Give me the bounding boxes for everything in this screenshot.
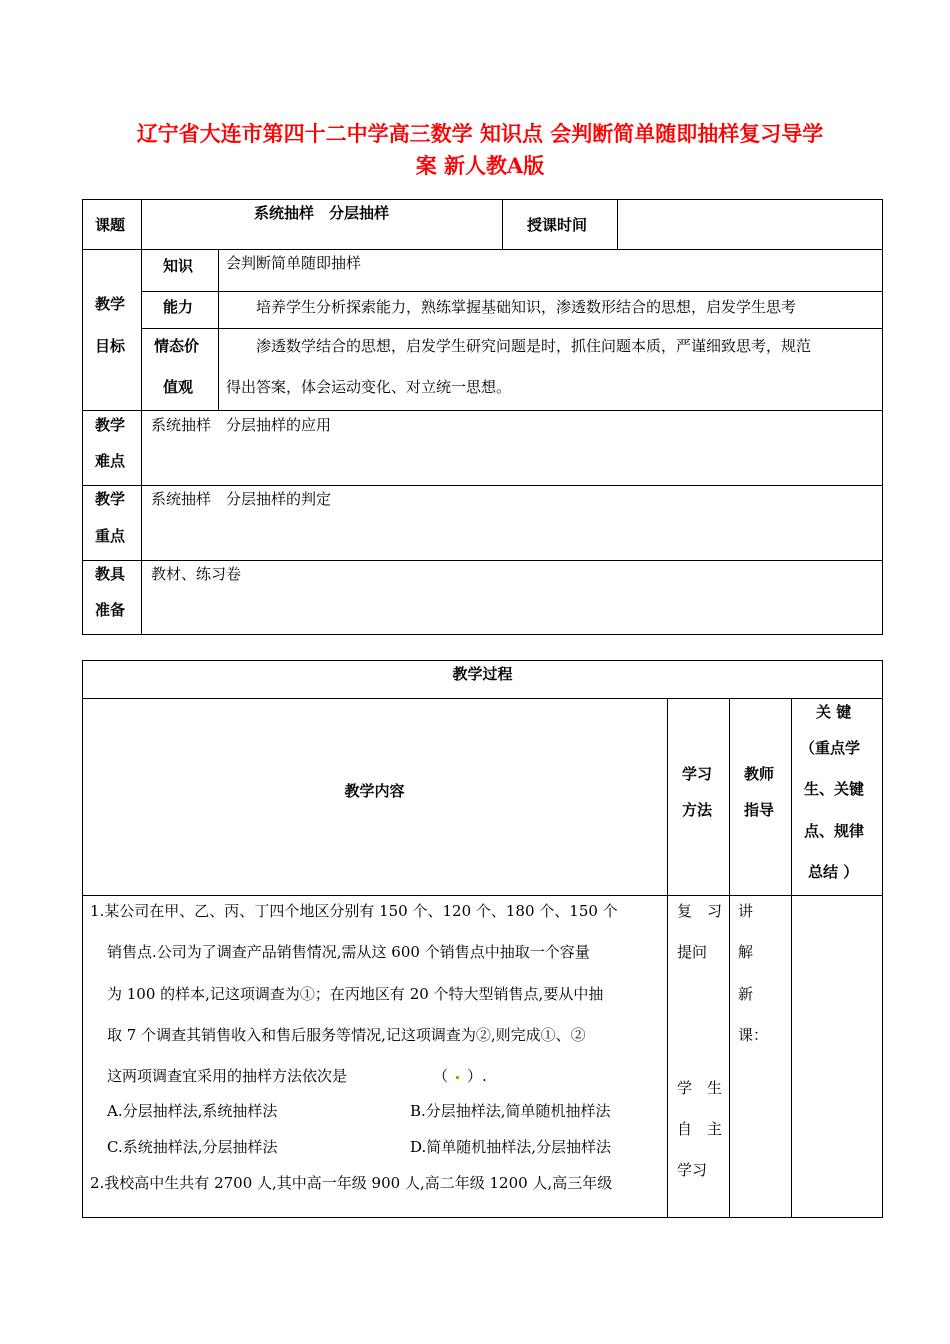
guide-header-2: 指导	[744, 801, 775, 819]
answer-close-paren: ）.	[467, 1067, 487, 1085]
title-line-1: 辽宁省大连市第四十二中学高三数学 知识点 会判断简单随即抽样复习导学	[136, 121, 824, 146]
keypoint-label-1: 教学	[95, 490, 126, 508]
ability-label: 能力	[163, 298, 194, 316]
question-1-line-5	[107, 1067, 487, 1085]
question-1-line-3: 为 100 的样本,记这项调查为①；在丙地区有 20 个特大型销售点,要从中抽	[107, 985, 604, 1003]
question-1-line-4: 取 7 个调查其销售收入和售后服务等情况,记这项调查为②,则完成①、②	[107, 1026, 586, 1044]
key-header-5: 总结 ）	[808, 863, 859, 881]
table1-col-line	[218, 249, 219, 410]
key-header-4: 点、规律	[804, 822, 865, 840]
difficulty-label-1: 教学	[95, 416, 126, 434]
table1-row-line	[82, 249, 883, 250]
keypoint-label-2: 重点	[95, 527, 126, 545]
option-b: B.分层抽样法,简单随机抽样法	[410, 1102, 611, 1120]
tools-value: 教材、练习卷	[151, 565, 242, 583]
method-header-1: 学习	[682, 765, 713, 783]
emotion-value-1: 渗透数学结合的思想，启发学生研究问题是时，抓住问题本质，严谨细致思考，规范	[226, 337, 812, 355]
difficulty-label-2: 难点	[95, 452, 126, 470]
knowledge-label: 知识	[163, 257, 194, 275]
table1-col-line	[617, 199, 618, 249]
method-note-1: 复 习	[677, 902, 723, 920]
table1-row-line	[82, 560, 883, 561]
goals-label-2: 目标	[95, 337, 126, 355]
teaching-process-table	[82, 660, 883, 1218]
method-header-2: 方法	[682, 801, 713, 819]
content-header: 教学内容	[344, 782, 405, 800]
knowledge-value: 会判断简单随即抽样	[226, 254, 362, 272]
answer-open-paren: （	[433, 1067, 449, 1085]
option-d: D.简单随机抽样法,分层抽样法	[410, 1138, 612, 1156]
table2-col-line	[729, 698, 730, 1218]
emotion-value-2: 得出答案，体会运动变化、对立统一思想。	[226, 378, 512, 396]
guide-header-1: 教师	[744, 765, 775, 783]
time-label: 授课时间	[527, 216, 588, 234]
table2-col-line	[791, 698, 792, 1218]
guide-note-3: 新	[738, 985, 754, 1003]
table1-row-line	[141, 328, 883, 329]
table2-row-line	[82, 698, 883, 699]
method-note-2: 提问	[677, 943, 708, 961]
method-note-5: 学习	[677, 1161, 708, 1179]
difficulty-value: 系统抽样 分层抽样的应用	[151, 416, 332, 434]
table1-col-line	[502, 199, 503, 249]
key-header-1: 关 键	[816, 703, 852, 721]
table2-row-line	[82, 895, 883, 896]
title-line-2: 案 新人教A版	[415, 153, 545, 178]
topic-label: 课题	[95, 216, 126, 234]
table2-col-line	[667, 698, 668, 1218]
method-note-4: 自 主	[677, 1120, 723, 1138]
option-a: A.分层抽样法,系统抽样法	[107, 1102, 278, 1120]
key-header-3: 生、关键	[804, 780, 865, 798]
tools-label-2: 准备	[95, 601, 126, 619]
table1-row-line	[141, 291, 883, 292]
table1-row-line	[82, 485, 883, 486]
table1-col-line	[141, 199, 142, 635]
ability-value: 培养学生分析探索能力，熟练掌握基础知识，渗透数形结合的思想，启发学生思考	[226, 298, 797, 316]
answer-blank-marker	[456, 1076, 459, 1079]
guide-note-4: 课：	[738, 1026, 769, 1044]
key-header-2: （重点学	[800, 739, 861, 757]
keypoint-value: 系统抽样 分层抽样的判定	[151, 490, 332, 508]
guide-note-2: 解	[738, 943, 754, 961]
question-1-stem-end: 这两项调查宜采用的抽样方法依次是	[107, 1067, 348, 1085]
question-2-line-1: 2.我校高中生共有 2700 人,其中高一年级 900 人,高二年级 1200 人,高三年级	[90, 1174, 613, 1192]
topic-value: 系统抽样 分层抽样	[253, 204, 389, 222]
process-header: 教学过程	[452, 665, 513, 683]
guide-note-1: 讲	[738, 902, 754, 920]
goals-label-1: 教学	[95, 295, 126, 313]
question-1-line-1: 1.某公司在甲、乙、丙、丁四个地区分别有 150 个、120 个、180 个、150 个	[90, 902, 618, 920]
emotion-label-2: 值观	[163, 378, 194, 396]
method-note-3: 学 生	[677, 1079, 723, 1097]
question-1-line-2: 销售点.公司为了调查产品销售情况,需从这 600 个销售点中抽取一个容量	[107, 943, 590, 961]
document-title	[70, 118, 890, 182]
table1-row-line	[82, 410, 883, 411]
tools-label-1: 教具	[95, 565, 126, 583]
option-c: C.系统抽样法,分层抽样法	[107, 1138, 278, 1156]
emotion-label-1: 情态价	[154, 337, 200, 355]
